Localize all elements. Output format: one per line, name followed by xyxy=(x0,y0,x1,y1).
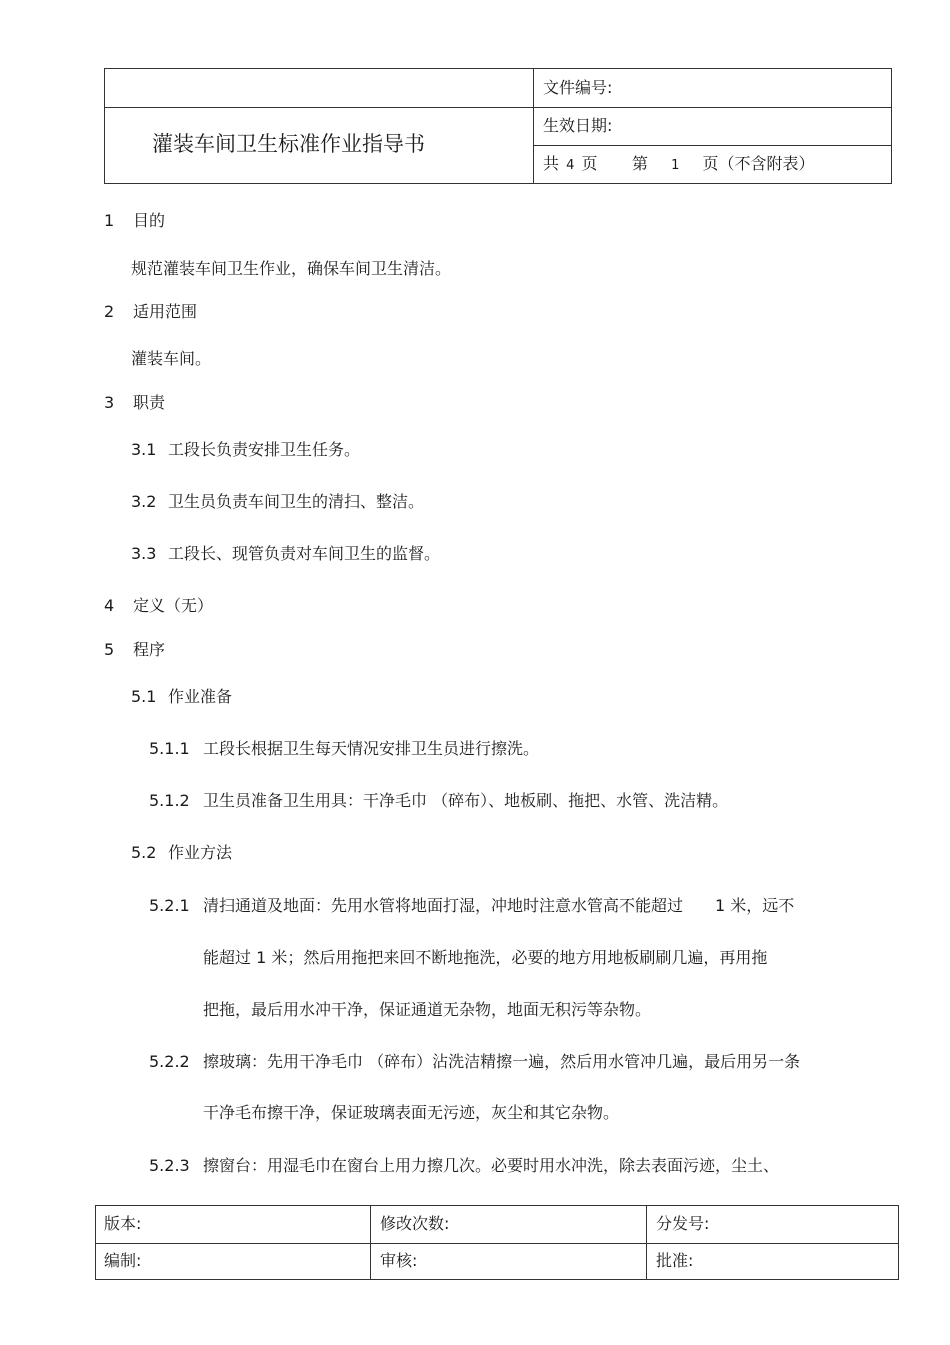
version-label: 版本: xyxy=(104,1214,142,1233)
item-text-line: 擦玻璃：先用干净毛巾 （碎布）沾洗洁精擦一遍，然后用水管冲几遍，最后用另一条 xyxy=(203,1052,801,1071)
section-title: 定义（无） xyxy=(133,596,214,615)
item-number: 5.2.3 xyxy=(149,1156,190,1175)
page-total-prefix: 共 xyxy=(543,154,560,173)
item-number: 3.3 xyxy=(131,544,157,563)
item-text: 工段长负责安排卫生任务。 xyxy=(168,440,361,459)
section-number: 1 xyxy=(104,211,115,230)
page-count xyxy=(543,154,598,176)
section-title: 适用范围 xyxy=(133,302,198,321)
section-body: 规范灌装车间卫生作业，确保车间卫生清洁。 xyxy=(131,259,452,278)
section-number: 5 xyxy=(104,640,115,659)
page-current xyxy=(632,154,815,176)
item-text-line: 把拖，最后用水冲干净，保证通道无杂物，地面无积污等杂物。 xyxy=(203,1000,652,1019)
item-number: 5.1.1 xyxy=(149,739,190,758)
section-title: 职责 xyxy=(133,393,166,412)
distribution-label: 分发号: xyxy=(656,1214,710,1233)
item-number: 3.1 xyxy=(131,440,157,459)
item-number: 5.2.1 xyxy=(149,896,190,915)
subsection-title: 作业准备 xyxy=(168,687,233,706)
section-body: 灌装车间。 xyxy=(131,349,212,368)
item-number: 5.1.2 xyxy=(149,791,190,810)
section-number: 4 xyxy=(104,596,115,615)
page-current-prefix: 第 xyxy=(632,154,649,173)
section-number: 2 xyxy=(104,302,115,321)
item-number: 5.2.2 xyxy=(149,1052,190,1071)
reviewed-label: 审核: xyxy=(380,1251,418,1270)
revision-label: 修改次数: xyxy=(380,1214,450,1233)
subsection-number: 5.1 xyxy=(131,687,157,706)
item-text-line: 能超过 1 米；然后用拖把来回不断地拖洗，必要的地方用地板刷刷几遍，再用拖 xyxy=(203,948,768,967)
item-number: 3.2 xyxy=(131,492,157,511)
page-current-number: 1 xyxy=(671,158,680,173)
item-text: 卫生员负责车间卫生的清扫、整洁。 xyxy=(168,492,425,511)
prepared-label: 编制: xyxy=(104,1251,142,1270)
page-total-suffix: 页 xyxy=(581,154,598,173)
item-text-line: 干净毛布擦干净，保证玻璃表面无污迹，灰尘和其它杂物。 xyxy=(203,1103,620,1122)
file-number-label: 文件编号: xyxy=(543,78,613,97)
item-text: 卫生员准备卫生用具：干净毛巾 （碎布）、地板刷、拖把、水管、洗洁精。 xyxy=(203,791,729,810)
item-text-line: 清扫通道及地面：先用水管将地面打湿，冲地时注意水管高不能超过 1 米，远不 xyxy=(203,896,795,915)
section-number: 3 xyxy=(104,393,115,412)
section-title: 程序 xyxy=(133,640,166,659)
page-current-suffix: 页（不含附表） xyxy=(702,154,815,173)
subsection-number: 5.2 xyxy=(131,843,157,862)
item-text: 工段长、现管负责对车间卫生的监督。 xyxy=(168,544,441,563)
approved-label: 批准: xyxy=(656,1251,694,1270)
item-text-line: 擦窗台：用湿毛巾在窗台上用力擦几次。必要时用水冲洗，除去表面污迹，尘土、 xyxy=(203,1156,780,1175)
item-text: 工段长根据卫生每天情况安排卫生员进行擦洗。 xyxy=(203,739,540,758)
effective-date-label: 生效日期: xyxy=(543,116,613,135)
subsection-title: 作业方法 xyxy=(168,843,233,862)
section-title: 目的 xyxy=(133,211,166,230)
page-total: 4 xyxy=(566,158,575,173)
document-title: 灌装车间卫生标准作业指导书 xyxy=(152,132,425,156)
